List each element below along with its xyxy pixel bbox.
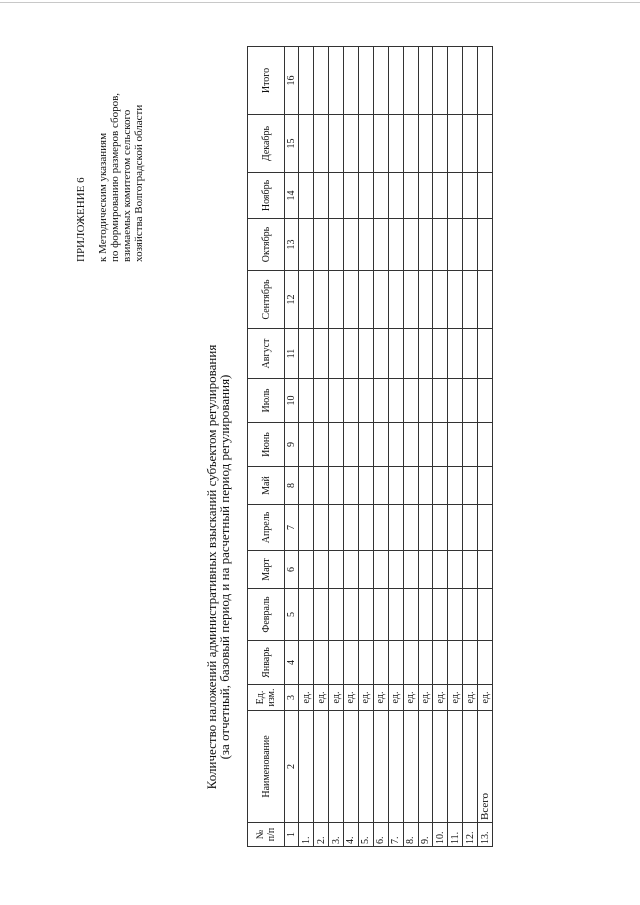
table-row [478, 47, 493, 847]
header-cell: Январь [248, 641, 285, 685]
row-number-cell: 11. [448, 823, 463, 847]
value-cell [388, 219, 403, 271]
value-cell [388, 551, 403, 589]
value-cell [344, 173, 359, 219]
value-cell [448, 47, 463, 115]
row-number-cell: 2. [314, 823, 329, 847]
value-cell [329, 379, 344, 423]
value-cell [478, 467, 493, 505]
value-cell [314, 467, 329, 505]
value-cell [463, 467, 478, 505]
value-cell [418, 47, 433, 115]
unit-cell: ед. [403, 685, 418, 711]
table-row [403, 47, 418, 847]
value-cell [344, 467, 359, 505]
value-cell [373, 467, 388, 505]
value-cell [388, 423, 403, 467]
value-cell [448, 271, 463, 329]
name-cell [448, 711, 463, 823]
title-line-2: (за отчетный, базовый период и на расчетный период регулирования) [217, 374, 232, 760]
header-cell: Май [248, 467, 285, 505]
value-cell [403, 551, 418, 589]
value-cell [463, 379, 478, 423]
value-cell [373, 641, 388, 685]
value-cell [329, 173, 344, 219]
value-cell [403, 47, 418, 115]
value-cell [433, 47, 448, 115]
column-number-row [285, 47, 299, 847]
value-cell [463, 641, 478, 685]
column-number: 6 [285, 551, 299, 589]
header-cell: Октябрь [248, 219, 285, 271]
value-cell [299, 551, 314, 589]
appendix-line: по формированию размеров сборов, [109, 92, 121, 262]
row-number-cell: 5. [358, 823, 373, 847]
name-cell [314, 711, 329, 823]
value-cell [344, 641, 359, 685]
value-cell [314, 115, 329, 173]
value-cell [418, 423, 433, 467]
value-cell [463, 173, 478, 219]
value-cell [299, 379, 314, 423]
value-cell [344, 329, 359, 379]
value-cell [358, 551, 373, 589]
value-cell [314, 47, 329, 115]
row-number-cell: 3. [329, 823, 344, 847]
value-cell [329, 505, 344, 551]
table-row [388, 47, 403, 847]
penalties-table [247, 46, 493, 847]
column-number: 7 [285, 505, 299, 551]
value-cell [358, 467, 373, 505]
value-cell [358, 173, 373, 219]
value-cell [433, 589, 448, 641]
unit-cell: ед. [314, 685, 329, 711]
value-cell [418, 271, 433, 329]
header-cell: Август [248, 329, 285, 379]
header-cell: Наименование [248, 711, 285, 823]
value-cell [418, 329, 433, 379]
row-number-cell: 10. [433, 823, 448, 847]
value-cell [299, 505, 314, 551]
header-cell: Декабрь [248, 115, 285, 173]
table-row [448, 47, 463, 847]
value-cell [418, 173, 433, 219]
appendix-heading: ПРИЛОЖЕНИЕ 6 [75, 177, 87, 262]
value-cell [418, 505, 433, 551]
value-cell [478, 641, 493, 685]
value-cell [433, 219, 448, 271]
value-cell [403, 589, 418, 641]
value-cell [329, 551, 344, 589]
value-cell [299, 641, 314, 685]
value-cell [314, 423, 329, 467]
value-cell [463, 423, 478, 467]
value-cell [329, 115, 344, 173]
value-cell [448, 115, 463, 173]
row-number-cell: 9. [418, 823, 433, 847]
name-cell [418, 711, 433, 823]
header-cell: Февраль [248, 589, 285, 641]
column-number: 12 [285, 271, 299, 329]
value-cell [478, 173, 493, 219]
value-cell [403, 115, 418, 173]
value-cell [344, 115, 359, 173]
value-cell [448, 423, 463, 467]
value-cell [433, 505, 448, 551]
header-cell: Март [248, 551, 285, 589]
header-cell: Сентябрь [248, 271, 285, 329]
value-cell [478, 115, 493, 173]
value-cell [329, 329, 344, 379]
value-cell [358, 329, 373, 379]
column-number: 3 [285, 685, 299, 711]
value-cell [373, 115, 388, 173]
name-cell [373, 711, 388, 823]
table-row [373, 47, 388, 847]
value-cell [403, 423, 418, 467]
column-number: 11 [285, 329, 299, 379]
value-cell [463, 589, 478, 641]
appendix-block [75, 52, 145, 262]
value-cell [314, 219, 329, 271]
row-number-cell: 4. [344, 823, 359, 847]
value-cell [373, 423, 388, 467]
value-cell [314, 641, 329, 685]
value-cell [478, 271, 493, 329]
value-cell [403, 467, 418, 505]
value-cell [403, 505, 418, 551]
row-number-cell: 1. [299, 823, 314, 847]
value-cell [388, 379, 403, 423]
name-cell: Всего [478, 711, 493, 823]
value-cell [358, 219, 373, 271]
value-cell [448, 589, 463, 641]
value-cell [433, 551, 448, 589]
value-cell [358, 423, 373, 467]
value-cell [478, 379, 493, 423]
value-cell [373, 329, 388, 379]
unit-cell: ед. [329, 685, 344, 711]
value-cell [314, 173, 329, 219]
table-body [299, 47, 493, 847]
row-number-cell: 12. [463, 823, 478, 847]
name-cell [329, 711, 344, 823]
value-cell [403, 219, 418, 271]
value-cell [344, 47, 359, 115]
value-cell [418, 467, 433, 505]
header-row [248, 47, 285, 847]
value-cell [314, 505, 329, 551]
value-cell [478, 423, 493, 467]
header-cell: Апрель [248, 505, 285, 551]
value-cell [388, 641, 403, 685]
value-cell [433, 271, 448, 329]
column-number: 2 [285, 711, 299, 823]
value-cell [329, 271, 344, 329]
value-cell [433, 329, 448, 379]
value-cell [478, 551, 493, 589]
column-number: 5 [285, 589, 299, 641]
value-cell [299, 173, 314, 219]
value-cell [388, 271, 403, 329]
column-number: 14 [285, 173, 299, 219]
value-cell [314, 271, 329, 329]
table-row [358, 47, 373, 847]
value-cell [463, 115, 478, 173]
value-cell [344, 379, 359, 423]
value-cell [448, 641, 463, 685]
value-cell [448, 219, 463, 271]
value-cell [388, 329, 403, 379]
column-number: 1 [285, 823, 299, 847]
value-cell [433, 423, 448, 467]
appendix-line: взимаемых комитетом сельского [121, 109, 133, 262]
unit-cell: ед. [358, 685, 373, 711]
unit-cell: ед. [373, 685, 388, 711]
value-cell [448, 505, 463, 551]
value-cell [373, 271, 388, 329]
row-number-cell: 8. [403, 823, 418, 847]
value-cell [358, 271, 373, 329]
value-cell [329, 641, 344, 685]
name-cell [403, 711, 418, 823]
name-cell [433, 711, 448, 823]
value-cell [329, 589, 344, 641]
value-cell [299, 219, 314, 271]
value-cell [329, 423, 344, 467]
value-cell [388, 589, 403, 641]
unit-cell: ед. [388, 685, 403, 711]
header-cell: Итого [248, 47, 285, 115]
value-cell [329, 467, 344, 505]
value-cell [448, 379, 463, 423]
value-cell [373, 47, 388, 115]
value-cell [418, 379, 433, 423]
value-cell [299, 589, 314, 641]
table-row [329, 47, 344, 847]
value-cell [314, 551, 329, 589]
value-cell [373, 551, 388, 589]
column-number: 8 [285, 467, 299, 505]
value-cell [299, 115, 314, 173]
value-cell [358, 505, 373, 551]
value-cell [463, 219, 478, 271]
value-cell [299, 271, 314, 329]
value-cell [299, 329, 314, 379]
value-cell [329, 47, 344, 115]
value-cell [478, 589, 493, 641]
value-cell [418, 551, 433, 589]
value-cell [299, 467, 314, 505]
value-cell [448, 329, 463, 379]
title-line-1: Количество наложений административных взысканий субъектом регулирования [204, 344, 219, 790]
column-number: 9 [285, 423, 299, 467]
value-cell [433, 173, 448, 219]
value-cell [418, 115, 433, 173]
page-top-rule [0, 2, 640, 3]
value-cell [358, 589, 373, 641]
name-cell [344, 711, 359, 823]
value-cell [358, 641, 373, 685]
appendix-line: к Методическим указаниям [97, 132, 109, 262]
value-cell [478, 505, 493, 551]
name-cell [388, 711, 403, 823]
value-cell [478, 329, 493, 379]
unit-cell: ед. [344, 685, 359, 711]
name-cell [299, 711, 314, 823]
value-cell [433, 379, 448, 423]
column-number: 4 [285, 641, 299, 685]
table-row [418, 47, 433, 847]
value-cell [388, 47, 403, 115]
value-cell [403, 271, 418, 329]
value-cell [388, 173, 403, 219]
value-cell [344, 505, 359, 551]
header-cell: № п/п [248, 823, 285, 847]
unit-cell: ед. [418, 685, 433, 711]
table-row [344, 47, 359, 847]
value-cell [329, 219, 344, 271]
value-cell [433, 115, 448, 173]
value-cell [463, 329, 478, 379]
column-number: 13 [285, 219, 299, 271]
value-cell [388, 467, 403, 505]
value-cell [344, 271, 359, 329]
value-cell [358, 379, 373, 423]
name-cell [463, 711, 478, 823]
value-cell [314, 329, 329, 379]
value-cell [373, 219, 388, 271]
value-cell [403, 641, 418, 685]
value-cell [403, 173, 418, 219]
unit-cell: ед. [433, 685, 448, 711]
unit-cell: ед. [448, 685, 463, 711]
row-number-cell: 7. [388, 823, 403, 847]
column-number: 15 [285, 115, 299, 173]
value-cell [478, 47, 493, 115]
name-cell [358, 711, 373, 823]
value-cell [433, 641, 448, 685]
value-cell [358, 47, 373, 115]
value-cell [478, 219, 493, 271]
value-cell [448, 551, 463, 589]
value-cell [314, 379, 329, 423]
value-cell [433, 467, 448, 505]
rotated-page-content [40, 42, 600, 862]
value-cell [299, 47, 314, 115]
table-row [314, 47, 329, 847]
header-cell: Ед. изм. [248, 685, 285, 711]
unit-cell: ед. [463, 685, 478, 711]
table-row [463, 47, 478, 847]
header-cell: Ноябрь [248, 173, 285, 219]
value-cell [463, 271, 478, 329]
unit-cell: ед. [299, 685, 314, 711]
value-cell [373, 505, 388, 551]
value-cell [344, 589, 359, 641]
header-cell: Июнь [248, 423, 285, 467]
value-cell [403, 379, 418, 423]
value-cell [358, 115, 373, 173]
value-cell [448, 173, 463, 219]
value-cell [403, 329, 418, 379]
row-number-cell: 13. [478, 823, 493, 847]
unit-cell: ед. [478, 685, 493, 711]
value-cell [463, 505, 478, 551]
value-cell [463, 47, 478, 115]
value-cell [373, 589, 388, 641]
appendix-line: хозяйства Волгоградской области [133, 104, 145, 262]
value-cell [418, 219, 433, 271]
table-row [299, 47, 314, 847]
value-cell [373, 173, 388, 219]
header-cell: Июль [248, 379, 285, 423]
table-row [433, 47, 448, 847]
value-cell [344, 551, 359, 589]
value-cell [388, 505, 403, 551]
value-cell [314, 589, 329, 641]
value-cell [388, 115, 403, 173]
row-number-cell: 6. [373, 823, 388, 847]
value-cell [373, 379, 388, 423]
value-cell [418, 589, 433, 641]
value-cell [418, 641, 433, 685]
value-cell [299, 423, 314, 467]
document-title [205, 272, 231, 862]
value-cell [344, 423, 359, 467]
value-cell [448, 467, 463, 505]
column-number: 10 [285, 379, 299, 423]
value-cell [344, 219, 359, 271]
value-cell [463, 551, 478, 589]
column-number: 16 [285, 47, 299, 115]
